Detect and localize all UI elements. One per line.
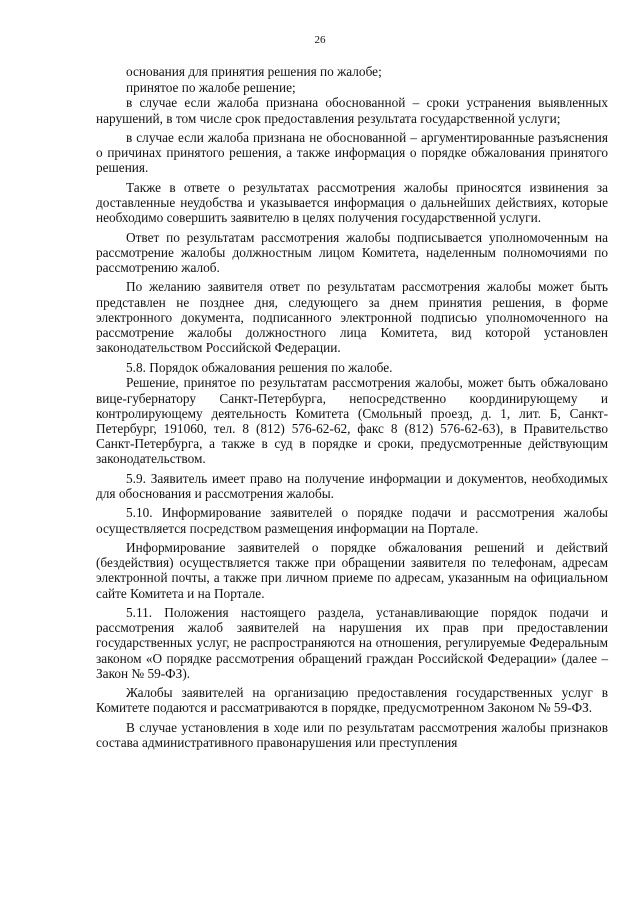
- section-heading: 5.8. Порядок обжалования решения по жалобе.: [126, 359, 393, 375]
- paragraph: 5.11. Положения настоящего раздела, устанавливающие порядок подачи и рассмотрения жалоб заявителей на нарушения их прав при предоставлении государственных услуг, не распространяются на отношения, регулируемые Федеральным законом «О порядке рассмотрения обращений граждан Российской Федерации» (далее – Закон № 59-ФЗ).: [96, 604, 608, 681]
- paragraph: принятое по жалобе решение;: [126, 79, 296, 95]
- document-body: [96, 64, 608, 754]
- page-number: 26: [314, 34, 326, 46]
- paragraph: в случае если жалоба признана не обоснованной – аргументированные разъяснения о причинах принятого решения, а также информация о порядке обжалования принятого решения.: [96, 130, 608, 176]
- paragraph: В случае установления в ходе или по результатам рассмотрения жалобы признаков состава административного правонарушения или преступления: [96, 719, 608, 750]
- paragraph: Решение, принятое по результатам рассмотрения жалобы, может быть обжаловано вице-губернатору Санкт-Петербурга, непосредственно координирующему и контролирующему деятельность Комитета (Смольный проезд, д. 1, лит. Б, Санкт-Петербург, 191060, тел. 8 (812) 576-62-62, факс 8 (812) 576-62-63), в Правительство Санкт-Петербурга, а также в суд в порядке и сроки, предусмотренные действующим законодательством.: [96, 375, 608, 467]
- paragraph: Информирование заявителей о порядке обжалования решений и действий (бездействия) осуществляется также при обращении заявителя по телефонам, адресам электронной почты, а также при личном приеме по адресам, указанным на официальном сайте Комитета и на Портале.: [96, 539, 608, 601]
- paragraph: 5.9. Заявитель имеет право на получение информации и документов, необходимых для обоснования и рассмотрения жалобы.: [96, 470, 608, 501]
- paragraph: Жалобы заявителей на организацию предоставления государственных услуг в Комитете подаются и рассматриваются в порядке, предусмотренном Законом № 59-ФЗ.: [96, 685, 608, 716]
- paragraph: По желанию заявителя ответ по результатам рассмотрения жалобы может быть представлен не позднее дня, следующего за днем принятия решения, в форме электронного документа, подписанного электронной подписью уполномоченного на рассмотрение жалобы должностного лица Комитета, вид которой установлен законодательством Российской Федерации.: [96, 279, 608, 356]
- paragraph: Также в ответе о результатах рассмотрения жалобы приносятся извинения за доставленные неудобства и указывается информация о дальнейших действиях, которые необходимо совершить заявителю в целях получения государственной услуги.: [96, 179, 608, 226]
- paragraph: 5.10. Информирование заявителей о порядке подачи и рассмотрения жалобы осуществляется посредством размещения информации на Портале.: [96, 505, 608, 536]
- paragraph: в случае если жалоба признана обоснованной – сроки устранения выявленных нарушений, в том числе срок предоставления результата государственной услуги;: [96, 95, 608, 126]
- paragraph: Ответ по результатам рассмотрения жалобы подписывается уполномоченным на рассмотрение жалобы должностным лицом Комитета, наделенным полномочиями по рассмотрению жалоб.: [96, 229, 608, 275]
- paragraph: основания для принятия решения по жалобе;: [126, 64, 382, 79]
